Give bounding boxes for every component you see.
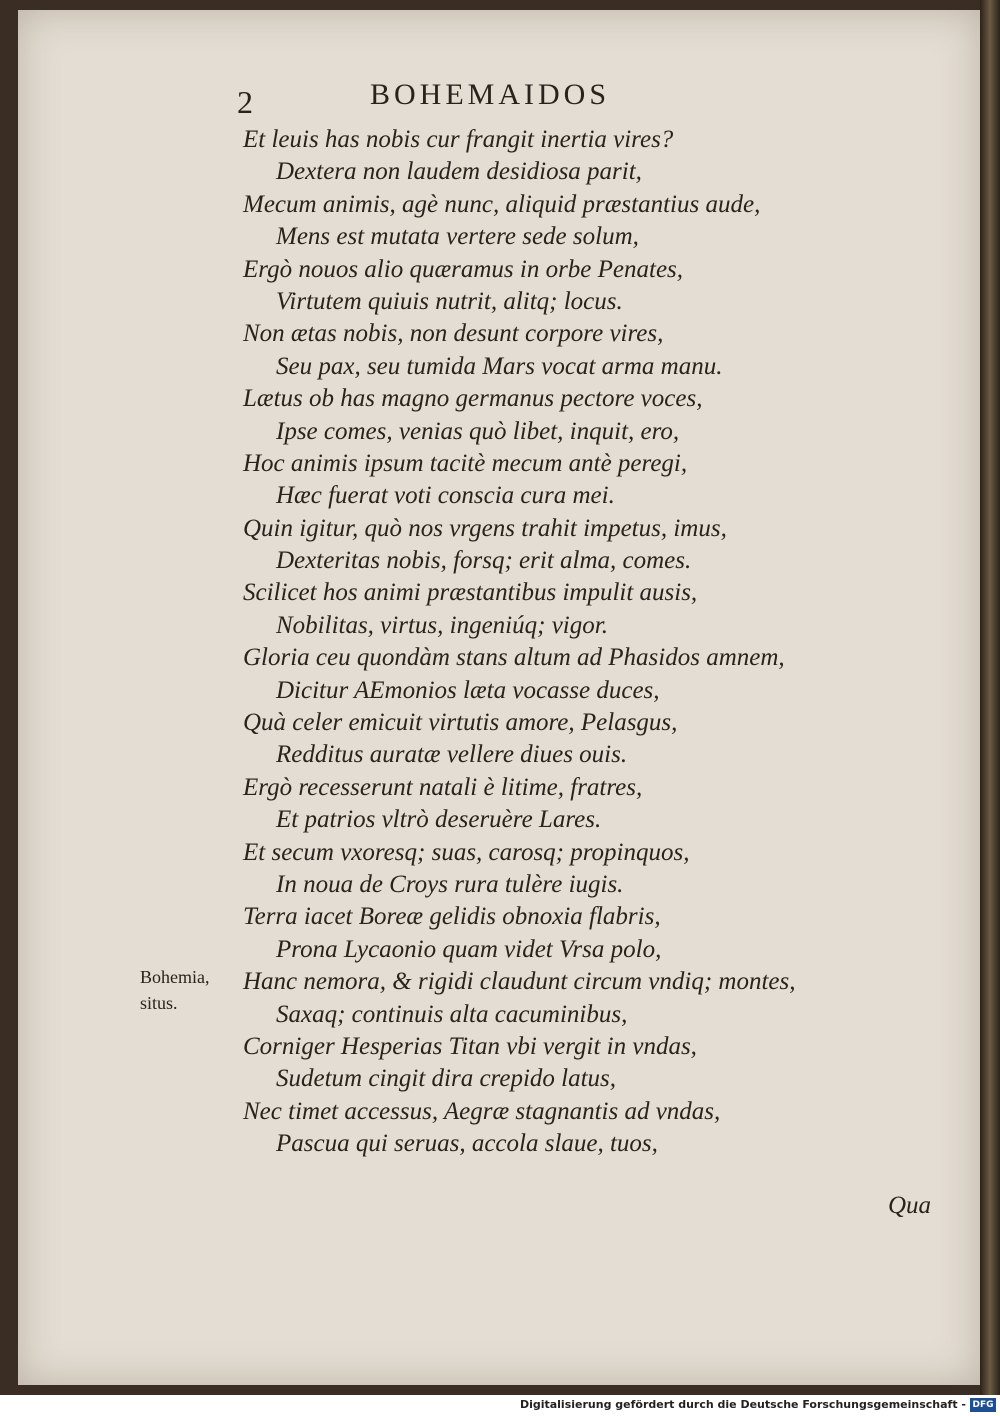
verse-line: Sudetum cingit dira crepido latus, <box>276 1065 617 1093</box>
verse-line: Terra iacet Boreæ gelidis obnoxia flabris, <box>243 903 661 931</box>
verse-line: Hoc animis ipsum tacitè mecum antè peregi, <box>243 449 688 477</box>
verse-line: Redditus auratæ vellere diues ouis. <box>276 741 628 769</box>
catchword: Qua <box>888 1192 932 1219</box>
running-title: BOHEMAIDOS <box>370 78 611 111</box>
page-number: 2 <box>237 84 253 120</box>
verse-line: Seu pax, seu tumida Mars vocat arma manu. <box>276 352 723 380</box>
dfg-logo: DFG <box>970 1398 996 1412</box>
margin-note <box>140 964 210 1016</box>
verse-line: Mens est mutata vertere sede solum, <box>276 223 639 251</box>
footer-bar <box>0 1395 1000 1416</box>
verse-line: Mecum animis, agè nunc, aliquid præstantius aude, <box>243 190 761 218</box>
verse-line: Ipse comes, venias quò libet, inquit, ero, <box>276 417 680 445</box>
verse-line: Dicitur AEmonios læta vocasse duces, <box>276 676 660 704</box>
margin-note-line: situs. <box>140 993 178 1013</box>
verse-line: Et secum vxoresq; suas, carosq; propinquos, <box>243 838 690 866</box>
verse-line: Prona Lycaonio quam videt Vrsa polo, <box>276 935 662 963</box>
verse-line: Corniger Hesperias Titan vbi vergit in vndas, <box>243 1032 697 1060</box>
verse-line: Dextera non laudem desidiosa parit, <box>276 158 642 186</box>
verse-line: In noua de Croys rura tulère iugis. <box>276 870 624 898</box>
verse-line: Hæc fuerat voti conscia cura mei. <box>276 482 615 510</box>
verse-line: Gloria ceu quondàm stans altum ad Phasidos amnem, <box>243 644 785 672</box>
verse-line: Et leuis has nobis cur frangit inertia vires? <box>243 126 674 153</box>
margin-note-line: Bohemia, <box>140 967 210 987</box>
verse-line: Virtutem quiuis nutrit, alitq; locus. <box>276 287 623 315</box>
verse-line: Quà celer emicuit virtutis amore, Pelasgus, <box>243 709 678 737</box>
page-header <box>0 78 1000 118</box>
verse-line: Ergò nouos alio quæramus in orbe Penates, <box>243 255 684 283</box>
verse-line: Nobilitas, virtus, ingeniúq; vigor. <box>276 611 608 639</box>
verse-line: Hanc nemora, & rigidi claudunt circum vndiq; montes, <box>243 968 796 996</box>
verse-line: Saxaq; continuis alta cacuminibus, <box>276 1000 628 1028</box>
verse-line: Pascua qui seruas, accola slaue, tuos, <box>276 1130 658 1158</box>
verse-line: Non ætas nobis, non desunt corpore vires, <box>243 320 664 348</box>
digitization-credit: Digitalisierung gefördert durch die Deutsche Forschungsgemeinschaft - <box>519 1398 966 1411</box>
verse-line: Dexteritas nobis, forsq; erit alma, comes. <box>276 547 692 575</box>
verse-line: Et patrios vltrò deseruère Lares. <box>276 806 602 834</box>
verse-line: Lætus ob has magno germanus pectore voces, <box>243 385 703 413</box>
verse-line: Quin igitur, quò nos vrgens trahit impetus, imus, <box>243 514 727 542</box>
verse-line: Ergò recesserunt natali è litime, fratres, <box>243 773 643 801</box>
verse-line: Scilicet hos animi præstantibus impulit ausis, <box>243 579 698 607</box>
verse-line: Nec timet accessus, Aegræ stagnantis ad vndas, <box>243 1097 721 1125</box>
